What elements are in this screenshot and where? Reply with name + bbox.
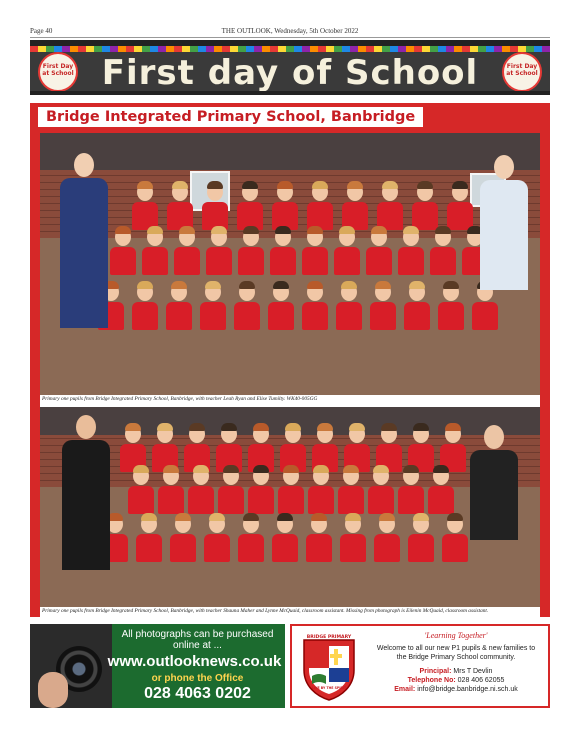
first-day-badge-right: First Day at School [502,52,542,92]
page-number: Page 40 [30,27,53,35]
pupil [306,515,332,562]
pupil [366,228,392,275]
pupil [218,467,244,514]
pupil [370,283,396,330]
pupil [438,283,464,330]
pupil [136,515,162,562]
pupil [202,183,228,230]
pupil [248,467,274,514]
school-photo-panel [30,103,550,617]
svg-text:LIVE BY THE SPIRIT: LIVE BY THE SPIRIT [311,686,347,690]
pupil [188,467,214,514]
pupil [430,228,456,275]
pupil [158,467,184,514]
pupil [272,183,298,230]
pupil [428,467,454,514]
pupil [368,467,394,514]
pupil [142,228,168,275]
teacher-left-2 [62,415,110,570]
pupil [404,283,430,330]
pupil [340,515,366,562]
pupil [270,228,296,275]
camera-image [30,624,112,708]
pupil [377,183,403,230]
pupil [238,228,264,275]
pupil [412,183,438,230]
pupil [128,467,154,514]
class-photo-1 [40,133,540,395]
pupil [447,183,473,230]
pupil [398,228,424,275]
pupil [110,228,136,275]
pupil [272,515,298,562]
pupil [308,467,334,514]
photo-purchase-ad [30,624,285,708]
pupil [307,183,333,230]
section-banner [30,40,550,95]
photo-caption-2: Primary one pupils from Bridge Integrated Primary School, Banbridge, with teacher Shauna Maher and Lynne McQuaid, classroom assistant. Missing from photograph is Eilenin McQuaid, classroom assistant. [40,607,540,617]
pupil [442,515,468,562]
pupil [237,183,263,230]
school-telephone: 028 406 62055 [457,677,505,684]
pupil [166,283,192,330]
pupil [206,228,232,275]
pupil [472,283,498,330]
pupil [132,283,158,330]
pupil [234,283,260,330]
principal-name: Mrs T Devlin [453,668,493,675]
phone-prefix: or phone the Office [151,673,244,684]
crayon-border [30,46,550,52]
school-motto: 'Learning Together' [424,631,488,640]
purchase-text: All photographs can be purchased online at ... [121,629,274,651]
school-email-link[interactable]: info@bridge.banbridge.ni.sch.uk [417,686,518,693]
teacher-left [60,153,108,328]
pupil [334,228,360,275]
school-contacts: Principal: Mrs T Devlin Telephone No: 028 406 62055 Email: info@bridge.banbridge.ni.sch.uk [394,668,518,693]
pupil [408,515,434,562]
pupil [170,515,196,562]
banner-title: First day of School [101,53,479,93]
pupil [200,283,226,330]
photo-caption-1: Primary one pupils from Bridge Integrated Primary School, Banbridge, with teacher Leah Ryan and Elise Tumilty. WK40-005GG [40,395,540,407]
pupil [398,467,424,514]
pupil [374,515,400,562]
pupil [302,228,328,275]
school-welcome-ad [290,624,550,708]
pupil [204,515,230,562]
assistant-right-2 [470,425,518,540]
pupil [302,283,328,330]
pupil [238,515,264,562]
school-heading: Bridge Integrated Primary School, Banbridge [38,107,423,127]
page-header [30,24,550,38]
school-crest-icon [298,632,360,702]
first-day-badge-left: First Day at School [38,52,78,92]
pupil [167,183,193,230]
teacher-right [480,155,528,290]
paper-date-line: THE OUTLOOK, Wednesday, 5th October 2022 [221,27,359,35]
class-photo-2 [40,407,540,607]
welcome-message: Welcome to all our new P1 pupils & new families to the Bridge Primary School community. [376,645,536,661]
pupil [278,467,304,514]
pupil [132,183,158,230]
pupil [174,228,200,275]
purchase-url-link[interactable]: www.outlooknews.co.uk [107,653,282,670]
office-phone: 028 4063 0202 [144,685,251,702]
pupil [342,183,368,230]
pupil [336,283,362,330]
pupil [338,467,364,514]
svg-text:BRIDGE PRIMARY: BRIDGE PRIMARY [306,635,352,640]
pupil [268,283,294,330]
